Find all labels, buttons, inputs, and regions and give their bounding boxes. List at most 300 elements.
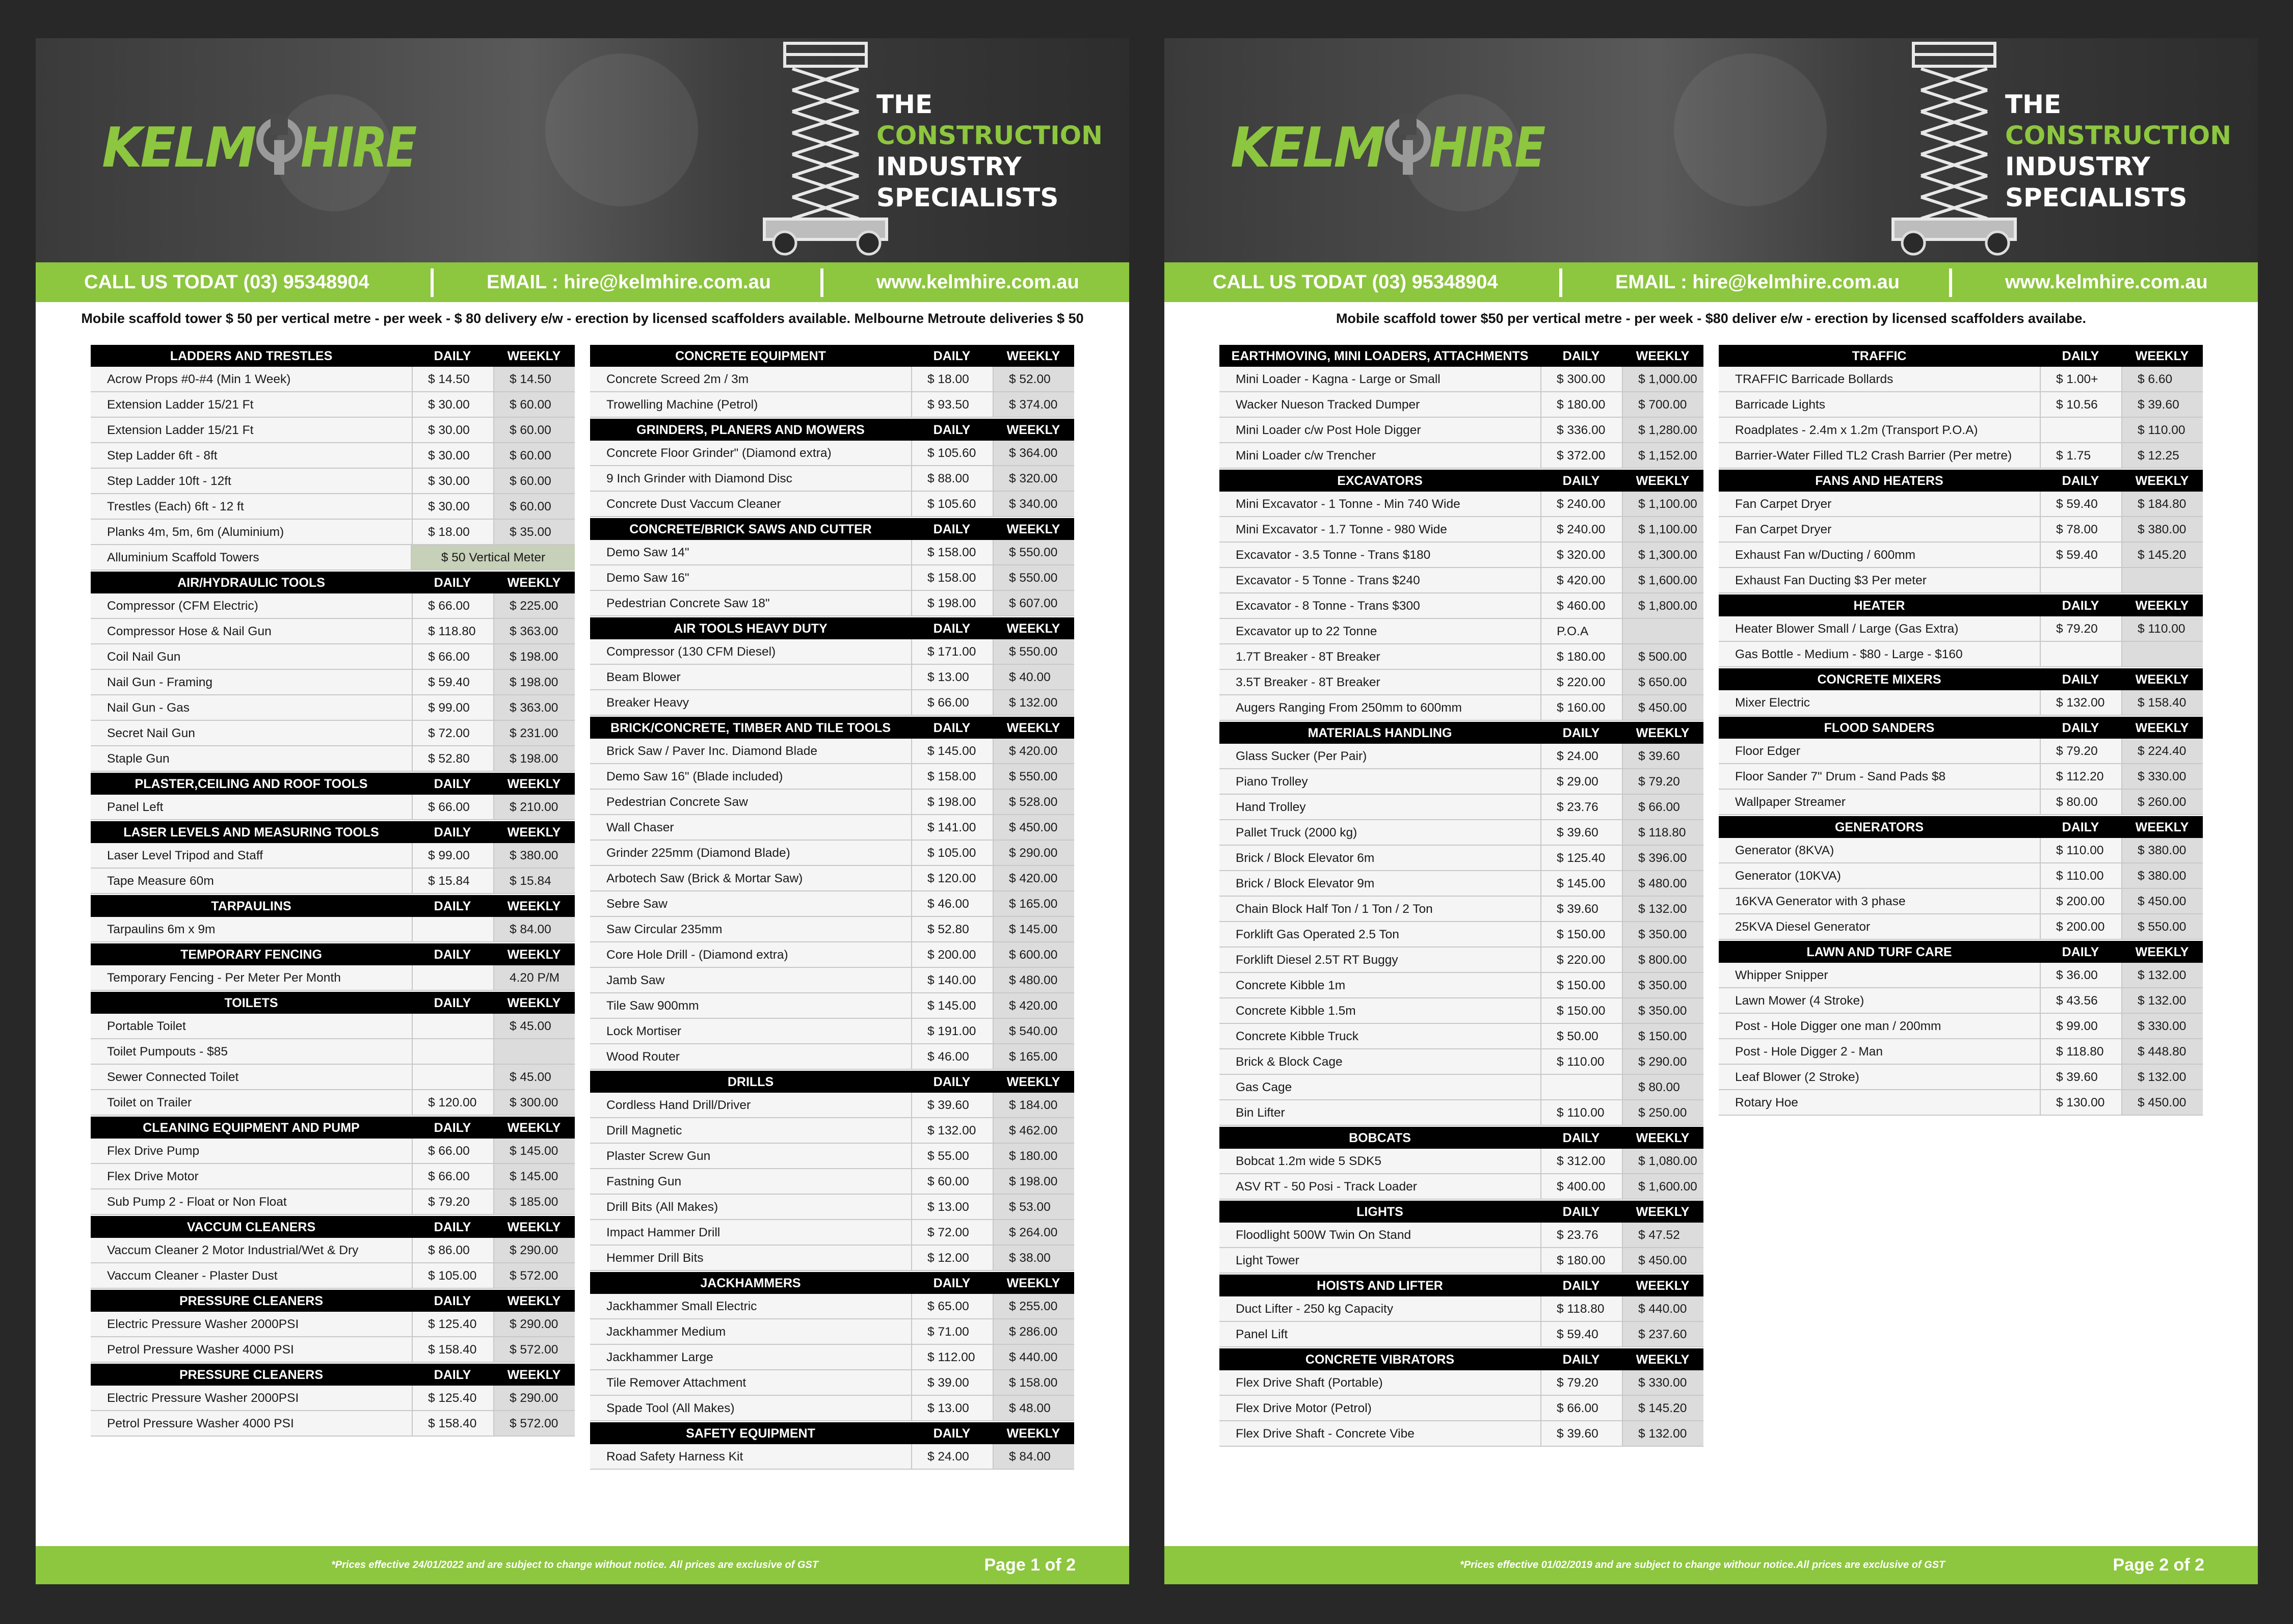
divider <box>820 268 823 297</box>
daily-column-header: DAILY <box>434 1294 471 1308</box>
price-row <box>1719 739 2203 764</box>
price-row <box>1219 517 1703 543</box>
daily-price: $ 12.00 <box>911 1246 993 1270</box>
daily-column-header: DAILY <box>2062 672 2099 687</box>
weekly-price: $ 165.00 <box>993 891 1074 916</box>
price-row <box>1719 392 2203 418</box>
tagline-line: INDUSTRY <box>2005 152 2150 181</box>
weekly-price: $ 145.20 <box>1622 1396 1703 1420</box>
item-name: 3.5T Breaker - 8T Breaker <box>1236 675 1380 689</box>
email-link[interactable]: EMAIL : hire@kelmhire.com.au <box>487 272 771 293</box>
price-row <box>91 1164 575 1189</box>
weekly-price: $ 198.00 <box>493 670 575 694</box>
section-header <box>1719 593 2203 616</box>
price-row <box>91 746 575 772</box>
daily-price: $ 110.00 <box>1540 1100 1622 1125</box>
weekly-price: $ 290.00 <box>493 1238 575 1262</box>
daily-price: $ 300.00 <box>1540 367 1622 391</box>
section-title: PRESSURE CLEANERS <box>179 1294 323 1308</box>
daily-column-header: DAILY <box>434 1121 471 1135</box>
section-title: HEATER <box>1853 599 1905 613</box>
price-row <box>91 418 575 443</box>
weekly-price: $ 600.00 <box>993 942 1074 967</box>
section-header <box>1219 1274 1703 1296</box>
price-row <box>1219 948 1703 973</box>
section-header <box>1719 667 2203 690</box>
daily-price: $ 191.00 <box>911 1019 993 1043</box>
weekly-column-header: WEEKLY <box>2135 945 2189 959</box>
weekly-price: $ 60.00 <box>493 392 575 417</box>
daily-price: $ 118.80 <box>2040 1039 2121 1064</box>
section-header <box>1219 721 1703 744</box>
weekly-price: $ 132.00 <box>993 690 1074 715</box>
daily-price: $ 125.40 <box>1540 846 1622 870</box>
weekly-price: $ 224.40 <box>2121 739 2203 763</box>
weekly-price: $ 330.00 <box>2121 764 2203 789</box>
daily-price: $ 55.00 <box>911 1144 993 1168</box>
daily-column-header: DAILY <box>434 825 471 840</box>
item-name: Electric Pressure Washer 2000PSI <box>107 1391 299 1405</box>
weekly-price: $ 250.00 <box>1622 1100 1703 1125</box>
section-header <box>1719 815 2203 838</box>
price-row <box>91 1139 575 1164</box>
daily-price: $ 112.00 <box>911 1345 993 1369</box>
item-name: Wallpaper Streamer <box>1735 795 1846 809</box>
price-row <box>1719 492 2203 517</box>
price-row <box>1219 543 1703 568</box>
daily-price: $ 99.00 <box>2040 1014 2121 1038</box>
item-name: Post - Hole Digger 2 - Man <box>1735 1045 1883 1059</box>
item-name: Duct Lifter - 250 kg Capacity <box>1236 1302 1394 1316</box>
weekly-column-header: WEEKLY <box>1006 522 1060 536</box>
item-name: Lock Mortiser <box>606 1024 682 1038</box>
daily-column-header: DAILY <box>2062 820 2099 834</box>
daily-price: $ 150.00 <box>1540 998 1622 1023</box>
weekly-price: $ 420.00 <box>993 739 1074 763</box>
price-row <box>91 917 575 942</box>
price-row <box>590 942 1074 968</box>
footer-bar <box>36 1546 1129 1584</box>
item-name: 1.7T Breaker - 8T Breaker <box>1236 650 1380 664</box>
price-row <box>1219 871 1703 897</box>
item-name: Lawn Mower (4 Stroke) <box>1735 994 1864 1008</box>
price-row <box>1719 838 2203 863</box>
weekly-price: $ 132.00 <box>2121 1065 2203 1089</box>
price-row <box>1719 914 2203 940</box>
section-header <box>91 571 575 593</box>
price-row <box>1719 790 2203 815</box>
daily-price: $ 312.00 <box>1540 1149 1622 1173</box>
daily-column-header: DAILY <box>2062 721 2099 735</box>
daily-price: $ 118.80 <box>1540 1296 1622 1321</box>
daily-price: $ 39.60 <box>1540 1421 1622 1446</box>
daily-price: $ 30.00 <box>412 494 493 519</box>
item-name: Extension Ladder 15/21 Ft <box>107 423 254 437</box>
weekly-price: $ 47.52 <box>1622 1223 1703 1247</box>
weekly-price: $ 1,100.00 <box>1622 517 1703 542</box>
section-header <box>590 716 1074 739</box>
daily-price: $ 130.00 <box>2040 1090 2121 1115</box>
weekly-price: $ 450.00 <box>993 815 1074 840</box>
daily-price: $ 60.00 <box>911 1169 993 1194</box>
weekly-price: $ 290.00 <box>993 841 1074 865</box>
price-row <box>1219 1421 1703 1447</box>
weekly-column-header: WEEKLY <box>2135 474 2189 488</box>
weekly-column-header: WEEKLY <box>507 996 561 1010</box>
price-row <box>91 1263 575 1289</box>
daily-price: $ 30.00 <box>412 418 493 442</box>
wrench-icon <box>260 115 299 175</box>
section-title: CONCRETE VIBRATORS <box>1305 1352 1455 1367</box>
price-row <box>1219 367 1703 392</box>
item-name: Jackhammer Large <box>606 1350 713 1364</box>
section-header <box>1219 1347 1703 1370</box>
weekly-price: $ 450.00 <box>2121 1090 2203 1115</box>
price-row <box>590 367 1074 392</box>
daily-price: $ 39.00 <box>911 1370 993 1395</box>
item-name: Fan Carpet Dryer <box>1735 497 1832 511</box>
daily-column-header: DAILY <box>434 349 471 363</box>
item-name: Exhaust Fan Ducting $3 Per meter <box>1735 574 1927 587</box>
scaffold-notice: Mobile scaffold tower $50 per vertical metre - per week - $80 deliver e/w - erection by licensed scaffolders availabe. <box>1336 311 2087 326</box>
price-row <box>1219 1296 1703 1322</box>
weekly-price: $ 225.00 <box>493 593 575 618</box>
section-header <box>91 344 575 367</box>
price-row <box>1219 1223 1703 1248</box>
price-row <box>590 815 1074 841</box>
price-row <box>590 492 1074 517</box>
price-row <box>590 1118 1074 1144</box>
website-link[interactable]: www.kelmhire.com.au <box>876 272 1079 293</box>
weekly-column-header: WEEKLY <box>507 349 561 363</box>
daily-price: $ 158.00 <box>911 540 993 564</box>
price-row <box>590 1019 1074 1044</box>
price-span: $ 50 Vertical Meter <box>411 545 575 570</box>
weekly-price: $ 132.00 <box>1622 897 1703 921</box>
section-title: FLOOD SANDERS <box>1824 721 1935 735</box>
weekly-price: $ 1,300.00 <box>1622 543 1703 567</box>
item-name: Forklift Diesel 2.5T RT Buggy <box>1236 953 1398 967</box>
item-name: Panel Lift <box>1236 1328 1288 1341</box>
daily-column-header: DAILY <box>933 1276 971 1290</box>
weekly-price: $ 420.00 <box>993 993 1074 1018</box>
tagline-line: THE <box>2005 90 2062 119</box>
daily-price: $ 65.00 <box>911 1294 993 1318</box>
price-row <box>1219 769 1703 795</box>
price-row <box>590 891 1074 917</box>
item-name: Flex Drive Shaft - Concrete Vibe <box>1236 1427 1415 1441</box>
weekly-price: $ 290.00 <box>493 1386 575 1410</box>
item-name: Beam Blower <box>606 670 681 684</box>
item-name: Excavator - 5 Tonne - Trans $240 <box>1236 574 1420 587</box>
item-name: Trowelling Machine (Petrol) <box>606 398 758 412</box>
daily-price: $ 99.00 <box>412 843 493 868</box>
item-name: Hand Trolley <box>1236 800 1306 814</box>
item-name: Jackhammer Medium <box>606 1325 726 1339</box>
item-name: 16KVA Generator with 3 phase <box>1735 895 1906 908</box>
weekly-price: $ 66.00 <box>1622 795 1703 819</box>
section-title: GRINDERS, PLANERS AND MOWERS <box>636 423 865 437</box>
daily-price: $ 13.00 <box>911 665 993 689</box>
price-row <box>590 690 1074 716</box>
price-row <box>590 591 1074 616</box>
item-name: Saw Circular 235mm <box>606 923 723 936</box>
daily-price: $ 158.40 <box>412 1411 493 1436</box>
weekly-column-header: WEEKLY <box>1006 423 1060 437</box>
price-row <box>1219 1370 1703 1396</box>
item-name: Tile Saw 900mm <box>606 999 699 1013</box>
tagline-line: SPECIALISTS <box>876 183 1059 212</box>
website-link[interactable]: www.kelmhire.com.au <box>2005 272 2208 293</box>
weekly-column-header: WEEKLY <box>1006 721 1060 735</box>
item-name: Alluminium Scaffold Towers <box>107 551 259 564</box>
price-row <box>590 1396 1074 1421</box>
price-row <box>590 392 1074 418</box>
daily-price: $ 43.56 <box>2040 988 2121 1013</box>
phone-number[interactable]: CALL US TODAT (03) 95348904 <box>84 272 369 293</box>
price-row <box>1719 863 2203 889</box>
weekly-price: $ 60.00 <box>493 443 575 468</box>
weekly-price: $ 380.00 <box>2121 838 2203 862</box>
price-row <box>590 993 1074 1019</box>
logo-text-left: KELM <box>102 116 256 180</box>
daily-price: $ 46.00 <box>911 891 993 916</box>
price-row <box>590 1144 1074 1169</box>
daily-price <box>1540 1075 1622 1099</box>
scissor-lift-icon <box>1873 38 2025 257</box>
weekly-column-header: WEEKLY <box>2135 820 2189 834</box>
price-row <box>1719 517 2203 543</box>
daily-price: $ 400.00 <box>1540 1174 1622 1199</box>
weekly-price: $ 255.00 <box>993 1294 1074 1318</box>
item-name: Plaster Screw Gun <box>606 1149 711 1163</box>
weekly-price: $ 39.60 <box>2121 392 2203 417</box>
item-name: Impact Hammer Drill <box>606 1226 721 1239</box>
weekly-price: $ 450.00 <box>1622 1248 1703 1273</box>
daily-price: $ 198.00 <box>911 591 993 615</box>
daily-price <box>2040 418 2121 442</box>
tagline <box>2005 89 2231 213</box>
item-name: Brick Saw / Paver Inc. Diamond Blade <box>606 744 817 758</box>
weekly-price: $ 84.00 <box>493 917 575 941</box>
weekly-price: $ 52.00 <box>993 367 1074 391</box>
divider <box>1949 268 1952 297</box>
weekly-price: $ 572.00 <box>493 1411 575 1436</box>
weekly-price: $ 53.00 <box>993 1195 1074 1219</box>
price-row <box>91 1039 575 1065</box>
daily-column-header: DAILY <box>434 996 471 1010</box>
item-name: Sewer Connected Toilet <box>107 1070 239 1084</box>
weekly-price: $ 264.00 <box>993 1220 1074 1244</box>
item-name: Pallet Truck (2000 kg) <box>1236 826 1357 840</box>
divider <box>1559 268 1562 297</box>
item-name: Tape Measure 60m <box>107 874 214 888</box>
item-name: TRAFFIC Barricade Bollards <box>1735 372 1894 386</box>
weekly-price: $ 800.00 <box>1622 948 1703 972</box>
weekly-price <box>2121 568 2203 592</box>
tagline-line: SPECIALISTS <box>2005 183 2188 212</box>
tagline-line: THE <box>876 90 933 119</box>
daily-price: P.O.A <box>1540 619 1622 643</box>
item-name: Brick / Block Elevator 9m <box>1236 877 1375 890</box>
section-title: LAWN AND TURF CARE <box>1806 945 1952 959</box>
daily-column-header: DAILY <box>434 777 471 791</box>
item-name: Floor Edger <box>1735 744 1801 758</box>
daily-price: $ 59.40 <box>412 670 493 694</box>
section-header <box>1719 469 2203 492</box>
weekly-price: $ 700.00 <box>1622 392 1703 417</box>
footer-bar <box>1164 1546 2258 1584</box>
weekly-price: $ 440.00 <box>993 1345 1074 1369</box>
price-row <box>1219 1174 1703 1200</box>
weekly-price: $ 150.00 <box>1622 1024 1703 1048</box>
item-name: Temporary Fencing - Per Meter Per Month <box>107 971 341 985</box>
weekly-price: $ 145.00 <box>493 1139 575 1163</box>
item-name: Flex Drive Pump <box>107 1144 200 1158</box>
section-title: CONCRETE/BRICK SAWS AND CUTTER <box>629 522 872 536</box>
daily-price: $ 30.00 <box>412 392 493 417</box>
hero-banner <box>36 38 1129 262</box>
weekly-price: $ 300.00 <box>493 1090 575 1115</box>
daily-column-header: DAILY <box>1562 349 1600 363</box>
daily-column-header: DAILY <box>933 1075 971 1089</box>
price-row <box>91 443 575 469</box>
daily-price: $ 145.00 <box>1540 871 1622 896</box>
weekly-price: $ 158.40 <box>2121 690 2203 715</box>
section-header <box>91 942 575 965</box>
weekly-price: $ 420.00 <box>993 866 1074 890</box>
item-name: Portable Toilet <box>107 1019 186 1033</box>
price-row <box>91 965 575 991</box>
item-name: Flex Drive Shaft (Portable) <box>1236 1376 1383 1390</box>
section-header <box>1219 1126 1703 1149</box>
item-name: Staple Gun <box>107 752 170 766</box>
daily-price: $ 79.20 <box>2040 616 2121 641</box>
weekly-price: $ 184.80 <box>2121 492 2203 516</box>
daily-price: $ 29.00 <box>1540 769 1622 794</box>
price-row <box>1219 492 1703 517</box>
weekly-price: $ 450.00 <box>1622 695 1703 720</box>
price-row <box>91 392 575 418</box>
weekly-price: $ 48.00 <box>993 1396 1074 1420</box>
item-name: Toilet Pumpouts - $85 <box>107 1045 228 1059</box>
daily-price <box>2040 642 2121 666</box>
weekly-price: $ 462.00 <box>993 1118 1074 1143</box>
price-row <box>1719 1039 2203 1065</box>
section-header <box>91 894 575 917</box>
daily-price: $ 59.40 <box>2040 492 2121 516</box>
weekly-price <box>1622 619 1703 643</box>
daily-price: $ 240.00 <box>1540 517 1622 542</box>
weekly-price: $ 237.60 <box>1622 1322 1703 1346</box>
weekly-price: $ 145.00 <box>493 1164 575 1188</box>
prices-disclaimer: *Prices effective 01/02/2019 and are subject to change withour notice.All prices are exclusive of GST <box>1460 1559 1945 1571</box>
daily-price: $ 200.00 <box>2040 889 2121 913</box>
item-name: Mini Loader c/w Post Hole Digger <box>1236 423 1421 437</box>
email-link[interactable]: EMAIL : hire@kelmhire.com.au <box>1615 272 1900 293</box>
daily-price: $ 23.76 <box>1540 1223 1622 1247</box>
daily-price: $ 158.40 <box>412 1337 493 1362</box>
price-page <box>1164 38 2258 1584</box>
price-row <box>91 843 575 869</box>
weekly-price: $ 380.00 <box>2121 517 2203 542</box>
item-name: Rotary Hoe <box>1735 1096 1798 1109</box>
phone-number[interactable]: CALL US TODAT (03) 95348904 <box>1213 272 1498 293</box>
item-name: Concrete Screed 2m / 3m <box>606 372 749 386</box>
weekly-price: $ 60.00 <box>493 469 575 493</box>
item-name: Acrow Props #0-#4 (Min 1 Week) <box>107 372 291 386</box>
item-name: Core Hole Drill - (Diamond extra) <box>606 948 788 962</box>
price-row <box>590 968 1074 993</box>
item-name: Road Safety Harness Kit <box>606 1450 743 1464</box>
daily-price: $ 145.00 <box>911 993 993 1018</box>
weekly-price: $ 198.00 <box>993 1169 1074 1194</box>
weekly-price: $ 330.00 <box>2121 1014 2203 1038</box>
daily-price: $ 200.00 <box>2040 914 2121 939</box>
daily-price: $ 66.00 <box>412 1164 493 1188</box>
daily-price: $ 15.84 <box>412 869 493 893</box>
section-header <box>1219 1200 1703 1223</box>
weekly-price: $ 380.00 <box>493 843 575 868</box>
item-name: Compressor (CFM Electric) <box>107 599 258 613</box>
section-title: AIR TOOLS HEAVY DUTY <box>674 621 828 636</box>
kelm-hire-logo <box>102 116 418 180</box>
price-row <box>91 1090 575 1116</box>
item-name: Vaccum Cleaner - Plaster Dust <box>107 1269 278 1283</box>
weekly-price: $ 550.00 <box>993 565 1074 590</box>
item-name: Trestles (Each) 6ft - 12 ft <box>107 500 244 513</box>
price-row <box>1219 897 1703 922</box>
daily-price: $ 105.00 <box>412 1263 493 1288</box>
price-row <box>1719 1014 2203 1039</box>
daily-price: $ 220.00 <box>1540 948 1622 972</box>
item-name: Concrete Dust Vaccum Cleaner <box>606 497 781 511</box>
daily-price: $ 13.00 <box>911 1396 993 1420</box>
item-name: Mini Loader c/w Trencher <box>1236 449 1376 463</box>
item-name: Drill Bits (All Makes) <box>606 1200 718 1214</box>
daily-price: $ 118.80 <box>412 619 493 643</box>
price-column <box>590 344 1074 1470</box>
weekly-column-header: WEEKLY <box>1636 1205 1690 1219</box>
price-row <box>1719 642 2203 667</box>
price-row <box>1219 593 1703 619</box>
item-name: Gas Bottle - Medium - $80 - Large - $160 <box>1735 647 1963 661</box>
daily-price: $ 105.60 <box>911 492 993 516</box>
price-row <box>590 1370 1074 1396</box>
daily-price: $ 420.00 <box>1540 568 1622 592</box>
item-name: Toilet on Trailer <box>107 1096 192 1109</box>
item-name: Bobcat 1.2m wide 5 SDK5 <box>1236 1154 1381 1168</box>
daily-price: $ 460.00 <box>1540 593 1622 618</box>
price-row <box>91 721 575 746</box>
price-row <box>590 1093 1074 1118</box>
weekly-price: $ 110.00 <box>2121 616 2203 641</box>
daily-price: $ 180.00 <box>1540 644 1622 669</box>
price-row <box>1719 889 2203 914</box>
price-row <box>91 1386 575 1411</box>
section-header <box>590 1421 1074 1444</box>
daily-price <box>412 1014 493 1038</box>
item-name: Wall Chaser <box>606 821 674 834</box>
item-name: Brick / Block Elevator 6m <box>1236 851 1375 865</box>
daily-column-header: DAILY <box>1562 726 1600 740</box>
section-header <box>1719 940 2203 963</box>
weekly-price: $ 396.00 <box>1622 846 1703 870</box>
daily-column-header: DAILY <box>2062 599 2099 613</box>
section-title: JACKHAMMERS <box>700 1276 801 1290</box>
daily-column-header: DAILY <box>434 576 471 590</box>
item-name: Step Ladder 10ft - 12ft <box>107 474 231 488</box>
